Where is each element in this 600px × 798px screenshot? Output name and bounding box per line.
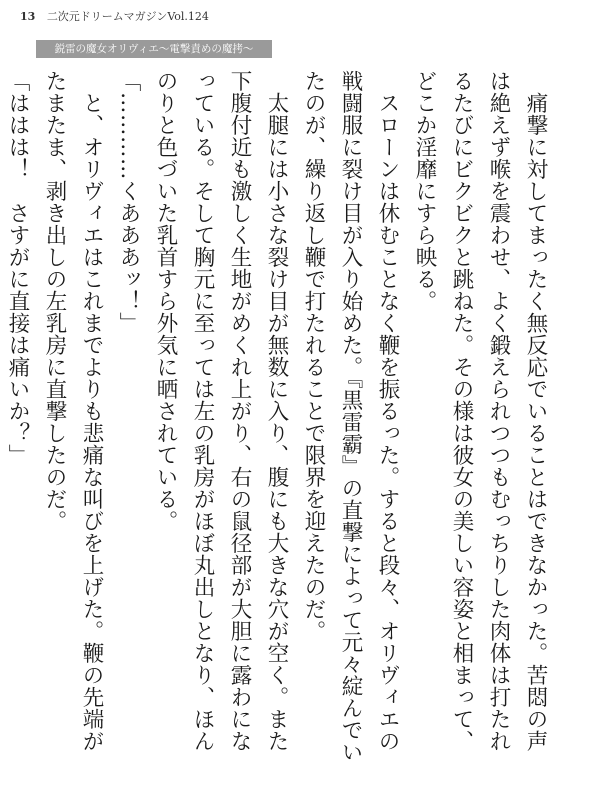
- paragraph-6-dialog: 「ははは！ さすがに直接は痛いか？」: [5, 70, 30, 466]
- paragraph-2: スローンは休むことなく鞭を振るった。すると段々、オリヴィエの戦闘服に裂け目が入り始めた。『黒雷霸』の直撃によって元々綻んでいたのが、繰り返し鞭で打たれることで限界を迎えたのだ。: [301, 70, 400, 764]
- page-number: 13: [20, 10, 36, 23]
- paragraph-1: 痛撃に対してまったく無反応でいることはできなかった。苦悶の声は絶えず喉を震わせ、よく鍛えられつつもむっちりした肉体は打たれるたびにビクビクと跳ねた。その様は彼女の美しい容姿と相まって、どこか淫靡にすら映る。: [412, 70, 548, 752]
- paragraph-3: 太腿には小さな裂け目が無数に入り、腹にも大きな穴が空く。また下腹付近も激しく生地がめくれ上がり、右の鼠径部が大胆に露わになっている。そして胸元に至っては左の乳房がほぼ丸出しとなり、ほんのりと色づいた乳首すら外気に晒されている。: [153, 70, 289, 752]
- paragraph-4-dialog: 「…………くあああッ！」: [116, 70, 141, 334]
- running-header: [20, 8, 209, 24]
- chapter-title: 鋭雷の魔女オリヴィエ～電撃責めの魔拷～: [54, 43, 254, 55]
- chapter-title-bar: [36, 40, 272, 58]
- vertical-body-text: [5, 70, 554, 770]
- paragraph-5: と、オリヴィエはこれまでよりも悲痛な叫びを上げた。鞭の先端がたまたま、剥き出しの左乳房に直撃したのだ。: [42, 70, 104, 752]
- magazine-title: 二次元ドリームマガジンVol.124: [46, 10, 209, 23]
